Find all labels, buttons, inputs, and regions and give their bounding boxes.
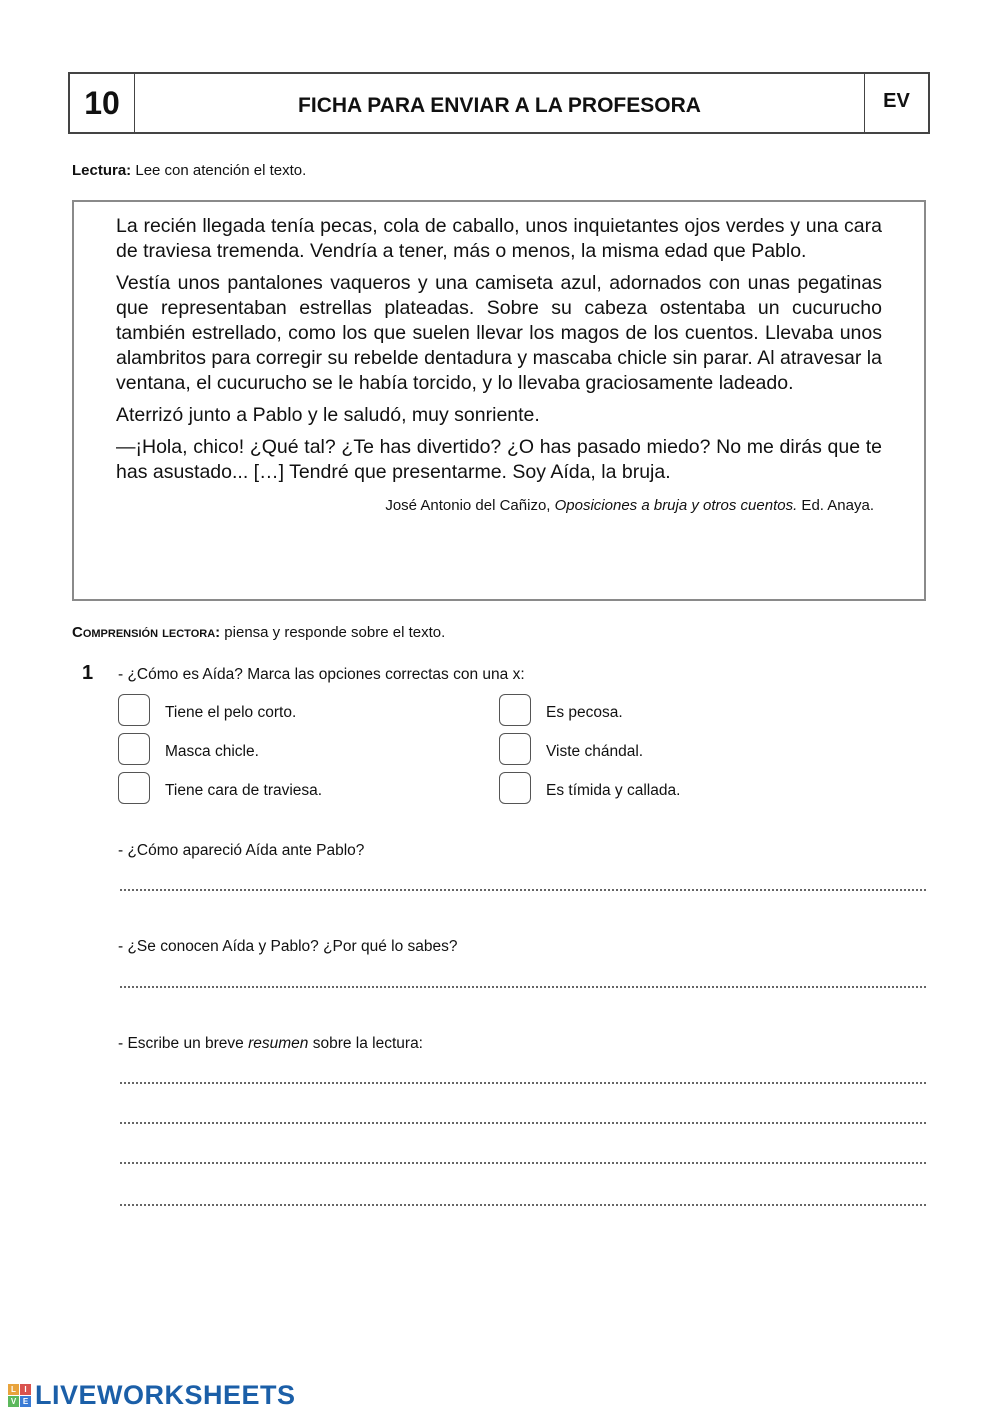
question-2: - ¿Cómo apareció Aída ante Pablo?: [118, 842, 365, 859]
checkbox[interactable]: [118, 733, 150, 765]
comprehension-instruction: [72, 624, 445, 641]
footer-brand: [8, 1380, 296, 1411]
question-4: [118, 1035, 423, 1053]
reading-source: [116, 497, 882, 514]
reading-instruction-text: Lee con atención el texto.: [131, 162, 307, 179]
option-mischievous-face[interactable]: [118, 772, 322, 804]
checkbox[interactable]: [499, 694, 531, 726]
answer-line[interactable]: [120, 986, 926, 988]
checkbox[interactable]: [499, 733, 531, 765]
reading-instruction: [72, 162, 306, 179]
logo-cell: L: [8, 1384, 19, 1395]
brand-name: LIVEWORKSHEETS: [35, 1380, 296, 1410]
source-author: José Antonio del Cañizo,: [385, 497, 555, 514]
reading-text-box: [72, 200, 926, 601]
checkbox[interactable]: [499, 772, 531, 804]
answer-line[interactable]: [120, 1122, 926, 1124]
question-4-suffix: sobre la lectura:: [308, 1035, 423, 1052]
logo-cell: V: [8, 1396, 19, 1407]
reading-paragraph: —¡Hola, chico! ¿Qué tal? ¿Te has divertido? ¿O has pasado miedo? No me dirás que te has asustado... […] Tendré que presentarme. Soy Aída, la bruja.: [116, 436, 882, 483]
option-chews-gum[interactable]: [118, 733, 259, 765]
question-1: - ¿Cómo es Aída? Marca las opciones correctas con una x:: [118, 666, 525, 683]
reading-paragraph: Vestía unos pantalones vaqueros y una camiseta azul, adornados con unas pegatinas que representaban estrellas plateadas. Sobre su cabeza ostentaba un cucurucho también estrellado, como los que suelen llevar los magos de los cuentos. Llevaba unos alambritos para corregir su rebelde dentadura y mascaba chicle sin parar. Al atravesar la ventana, el cucurucho se le había torcido, y lo llevaba graciosamente ladeado.: [116, 272, 882, 394]
worksheet-title: FICHA PARA ENVIAR A LA PROFESORA: [298, 94, 701, 117]
worksheet-number: 10: [70, 74, 135, 132]
answer-line[interactable]: [120, 889, 926, 891]
option-label: Es tímida y callada.: [546, 782, 681, 799]
checkbox[interactable]: [118, 772, 150, 804]
answer-line[interactable]: [120, 1204, 926, 1206]
question-4-prefix: - Escribe un breve: [118, 1035, 249, 1052]
exercise-number: 1: [82, 662, 94, 684]
option-tracksuit[interactable]: [499, 733, 643, 765]
option-label: Masca chicle.: [165, 743, 259, 760]
option-freckled[interactable]: [499, 694, 623, 726]
reading-paragraph: Aterrizó junto a Pablo y le saludó, muy sonriente.: [116, 404, 540, 426]
checkbox[interactable]: [118, 694, 150, 726]
question-3: - ¿Se conocen Aída y Pablo? ¿Por qué lo sabes?: [118, 938, 458, 955]
logo-cell: E: [20, 1396, 31, 1407]
question-4-italic: resumen: [248, 1035, 309, 1052]
option-label: Es pecosa.: [546, 704, 623, 721]
option-label: Viste chándal.: [546, 743, 644, 760]
worksheet-header: [68, 72, 930, 134]
worksheet-code: EV: [864, 74, 928, 132]
logo-cell: I: [20, 1384, 31, 1395]
source-title: Oposiciones a bruja y otros cuentos.: [554, 497, 798, 514]
comprehension-label: Comprensión lectora:: [72, 624, 221, 641]
source-publisher: Ed. Anaya.: [797, 497, 874, 514]
option-shy-quiet[interactable]: [499, 772, 680, 804]
reading-label: Lectura:: [72, 162, 132, 179]
option-short-hair[interactable]: [118, 694, 296, 726]
comprehension-text: piensa y responde sobre el texto.: [220, 624, 446, 641]
option-label: Tiene cara de traviesa.: [165, 782, 323, 799]
liveworksheets-logo-icon: [8, 1384, 31, 1407]
reading-paragraph: La recién llegada tenía pecas, cola de caballo, unos inquietantes ojos verdes y una cara de traviesa tremenda. Vendría a tener, más o menos, la misma edad que Pablo.: [116, 215, 882, 262]
answer-line[interactable]: [120, 1082, 926, 1084]
option-label: Tiene el pelo corto.: [165, 704, 297, 721]
answer-line[interactable]: [120, 1162, 926, 1164]
